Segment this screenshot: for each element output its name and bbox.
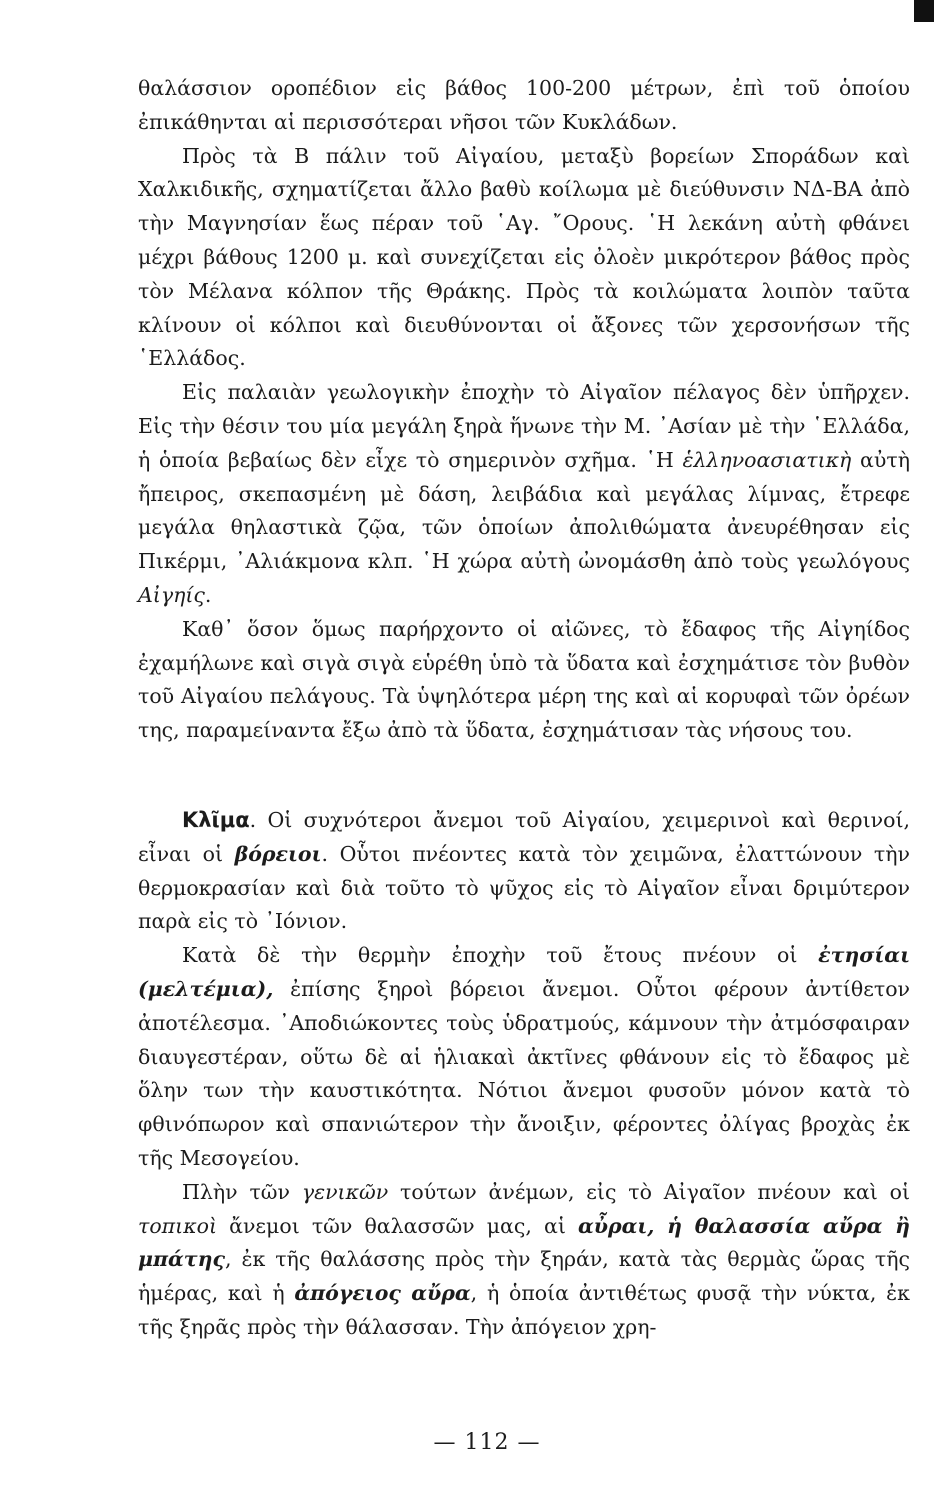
italic-term: τοπικοὶ xyxy=(138,1213,218,1238)
scan-corner-mark xyxy=(914,0,934,22)
paragraph xyxy=(138,140,910,377)
text-run: Εἰς παλαιὰν γεωλογικὴν ἐποχὴν τὸ Αἰγαῖον πέλαγος δὲν ὑπῆρχεν. Εἰς τὴν θέσιν του μία μεγάλη ξηρὰ ἥνωνε τὴν Μ. ᾿Ασίαν μὲ τὴν ῾Ελλάδα, ἡ ὁποία βεβαίως δὲν εἶχε τὸ σημερινὸν σχῆμα. ῾Η xyxy=(138,380,910,472)
text-run: . xyxy=(204,582,212,607)
emphasized-term: βόρειοι xyxy=(234,841,322,866)
emphasized-term: ἐτησίαι (μελτέμια), xyxy=(138,943,910,1001)
text-run: ἐπίσης ξηροὶ βόρειοι ἄνεμοι. Οὗτοι φέρουν ἀντίθετον ἀποτέλεσμα. ᾿Αποδιώκοντες τοὺς ὑδρατμούς, κάμνουν τὴν ἀτμόσφαιραν διαυγεστέραν, οὕτω δὲ αἱ ἡλιακαὶ ἀκτῖνες φθάνουν εἰς τὸ ἔδαφος μὲ ὅλην των τὴν καυστικότητα. Νότιοι ἄνεμοι φυσοῦν μόνον κατὰ τὸ φθινόπωρον καὶ σπανιώτερον τὴν ἄνοιξιν, φέροντες ὀλίγας βροχὰς ἐκ τῆς Μεσογείου. xyxy=(138,976,910,1170)
paragraph xyxy=(138,939,910,1176)
text-run: . Οἱ συχνότεροι ἄνεμοι τοῦ Αἰγαίου, χειμερινοὶ καὶ θερινοί, εἶναι οἱ xyxy=(138,807,910,866)
emphasized-term: ἀπόγειος αὔρα xyxy=(294,1281,471,1306)
text-run: , ἡ ὁποία ἀντιθέτως φυσᾷ τὴν νύκτα, ἐκ τῆς ξηρᾶς πρὸς τὴν θάλασσαν. Τὴν ἀπόγειον χρη- xyxy=(138,1281,910,1339)
italic-term: Αἰγηίς xyxy=(138,582,205,607)
paragraph xyxy=(138,376,910,613)
text-run: αὐτὴ ἤπειρος, σκεπασμένη μὲ δάση, λειβάδια καὶ μεγάλας λίμνας, ἔτρεφε μεγάλα θηλαστικὰ ζῷα, τῶν ὁποίων ἀπολιθώματα ἀνευρέθησαν εἰς Πικέρμι, ᾿Αλιάκμονα κλπ. ῾Η χώρα αὐτὴ ὠνομάσθη ἀπὸ τοὺς γεωλόγους xyxy=(138,447,910,574)
emphasized-term: αὖραι, ἡ θαλασσία αὔρα ἢ μπάτης xyxy=(138,1213,910,1272)
paragraph xyxy=(138,804,910,939)
text-run: τούτων ἀνέμων, εἰς τὸ Αἰγαῖον πνέουν καὶ οἱ xyxy=(388,1179,910,1204)
text-run: θαλάσσιον οροπέδιον εἰς βάθος 100-200 μέτρων, ἐπὶ τοῦ ὁποίου ἐπικάθηνται αἱ περισσότεραι νῆσοι τῶν Κυκλάδων. xyxy=(138,76,910,134)
italic-term: γενικῶν xyxy=(301,1179,389,1204)
text-run: . Οὗτοι πνέοντες κατὰ τὸν χειμῶνα, ἐλαττώνουν τὴν θερμοκρασίαν καὶ διὰ τοῦτο τὸ ψῦχος εἰς τὸ Αἰγαῖον εἶναι δριμύτερον παρὰ εἰς τὸ ᾿Ιόνιον. xyxy=(138,841,910,934)
paragraph xyxy=(138,1176,910,1345)
text-run: ἄνεμοι τῶν θαλασσῶν μας, αἱ xyxy=(217,1213,578,1238)
text-run: Πλὴν τῶν xyxy=(182,1179,302,1204)
text-run: Καθ᾿ ὅσον ὅμως παρήρχοντο οἱ αἰῶνες, τὸ ἔδαφος τῆς Αἰγηίδος ἐχαμήλωνε καὶ σιγὰ σιγὰ εὑρέθη ὑπὸ τὰ ὕδατα καὶ ἐσχημάτισε τὸν βυθὸν τοῦ Αἰγαίου πελάγους. Τὰ ὑψηλότερα μέρη της καὶ αἱ κορυφαὶ τῶν ὀρέων της, παραμείναντα ἔξω ἀπὸ τὰ ὕδατα, ἐσχημάτισαν τὰς νήσους του. xyxy=(138,616,910,743)
text-run: , ἐκ τῆς θαλάσσης πρὸς τὴν ξηράν, κατὰ τὰς θερμὰς ὥρας τῆς ἡμέρας, καὶ ἡ xyxy=(138,1247,910,1306)
book-page-text xyxy=(138,72,910,1345)
text-run: Κατὰ δὲ τὴν θερμὴν ἐποχὴν τοῦ ἔτους πνέουν οἱ xyxy=(182,943,819,968)
paragraph xyxy=(138,72,910,140)
italic-term: ἑλληνοασιατικὴ xyxy=(682,447,852,472)
text-run: Πρὸς τὰ Β πάλιν τοῦ Αἰγαίου, μεταξὺ βορείων Σποράδων καὶ Χαλκιδικῆς, σχηματίζεται ἄλλο βαθὺ κοίλωμα μὲ διεύθυνσιν ΝΔ-ΒΑ ἀπὸ τὴν Μαγνησίαν ἕως πέραν τοῦ ῾Αγ. ῎Ορους. ῾Η λεκάνη αὐτὴ φθάνει μέχρι βάθους 1200 μ. καὶ συνεχίζεται εἰς ὀλοὲν μικρότερον βάθος πρὸς τὸν Μέλανα κόλπον τῆς Θράκης. Πρὸς τὰ κοιλώματα λοιπὸν ταῦτα κλίνουν οἱ κόλποι καὶ διευθύνονται οἱ ἄξονες τῶν χερσονήσων τῆς ῾Ελλάδος. xyxy=(138,143,910,371)
page-number: — 112 — xyxy=(433,1430,541,1455)
section-gap xyxy=(138,748,910,804)
section-heading: Κλῖμα xyxy=(182,807,250,832)
paragraph xyxy=(138,613,910,748)
